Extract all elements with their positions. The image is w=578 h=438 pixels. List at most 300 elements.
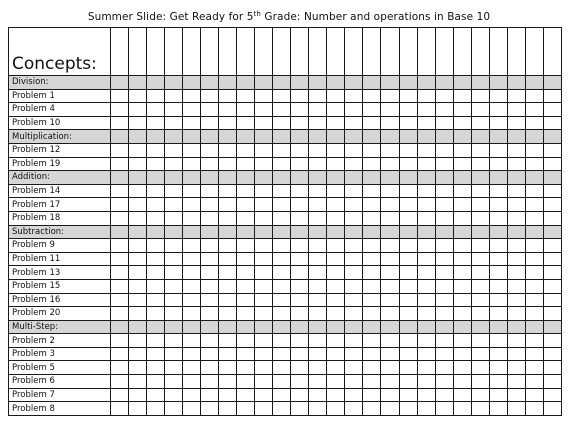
tracking-cell (399, 211, 417, 225)
tracking-cell (489, 361, 507, 375)
tracking-cell (309, 361, 327, 375)
tracking-cell (147, 239, 165, 253)
tracking-cell (453, 76, 471, 90)
tracking-cell (291, 402, 309, 416)
tracking-cell (165, 347, 183, 361)
tracking-cell (507, 252, 525, 266)
tracking-cell (489, 293, 507, 307)
tracking-cell (399, 76, 417, 90)
tracking-cell (309, 171, 327, 185)
tracking-cell (507, 198, 525, 212)
tracking-cell (471, 211, 489, 225)
tracking-cell (345, 76, 363, 90)
tracking-cell (453, 157, 471, 171)
tracking-cell (507, 279, 525, 293)
tracking-cell (219, 307, 237, 321)
tracking-cell (417, 225, 435, 239)
tracking-cell (183, 293, 201, 307)
tracking-cell (453, 266, 471, 280)
tracking-cell (219, 252, 237, 266)
tracking-cell (309, 334, 327, 348)
problem-label: Problem 17 (9, 198, 111, 212)
concepts-tracking-table (8, 27, 562, 416)
tracking-cell (543, 307, 561, 321)
tracking-cell (399, 279, 417, 293)
tracking-cell (327, 89, 345, 103)
tracking-cell (273, 76, 291, 90)
tracking-cell (273, 225, 291, 239)
section-row (9, 225, 562, 239)
tracking-cell (543, 375, 561, 389)
tracking-cell (291, 211, 309, 225)
tracking-cell (453, 171, 471, 185)
tracking-cell (435, 266, 453, 280)
tracking-cell (327, 307, 345, 321)
tracking-cell (201, 184, 219, 198)
tracking-cell (327, 388, 345, 402)
tracking-cell (183, 388, 201, 402)
tracking-cell (543, 320, 561, 334)
tracking-cell (489, 402, 507, 416)
tracking-cell (507, 116, 525, 130)
tracking-cell (345, 225, 363, 239)
tracking-cell (525, 143, 543, 157)
tracking-cell (111, 239, 129, 253)
tracking-cell (471, 198, 489, 212)
tracking-cell (129, 361, 147, 375)
tracking-cell (345, 239, 363, 253)
section-row (9, 171, 562, 185)
tracking-cell (489, 225, 507, 239)
tracking-cell (525, 334, 543, 348)
tracking-cell (273, 157, 291, 171)
tracking-cell (147, 130, 165, 144)
tracking-cell (309, 402, 327, 416)
tracking-cell (507, 307, 525, 321)
tracking-cell (327, 266, 345, 280)
table-header-row (9, 28, 562, 76)
tracking-cell (417, 184, 435, 198)
tracking-cell (471, 334, 489, 348)
tracking-cell (147, 252, 165, 266)
tracking-cell (183, 211, 201, 225)
section-row (9, 76, 562, 90)
tracking-cell (399, 184, 417, 198)
tracking-cell (165, 266, 183, 280)
tracking-cell (363, 252, 381, 266)
tracking-cell (363, 116, 381, 130)
tracking-cell (273, 266, 291, 280)
tracking-cell (507, 334, 525, 348)
tracking-cell (489, 198, 507, 212)
tracking-cell (219, 320, 237, 334)
tracking-cell (147, 89, 165, 103)
tracking-cell (471, 225, 489, 239)
tracking-cell (129, 211, 147, 225)
tracking-cell (237, 375, 255, 389)
tracking-cell (543, 171, 561, 185)
tracking-cell (399, 103, 417, 117)
tracking-cell (165, 279, 183, 293)
tracking-cell (417, 89, 435, 103)
tracking-cell (255, 347, 273, 361)
tracking-cell (453, 89, 471, 103)
tracking-cell (363, 375, 381, 389)
tracking-cell (453, 293, 471, 307)
tracking-cell (525, 347, 543, 361)
problem-label: Problem 2 (9, 334, 111, 348)
tracking-cell (399, 171, 417, 185)
tracking-cell (345, 184, 363, 198)
tracking-cell (255, 184, 273, 198)
tracking-cell (543, 361, 561, 375)
tracking-cell (129, 89, 147, 103)
tracking-cell (291, 347, 309, 361)
tracking-cell (255, 89, 273, 103)
tracking-cell (471, 116, 489, 130)
tracking-cell (129, 347, 147, 361)
tracking-cell (399, 28, 417, 76)
tracking-cell (201, 388, 219, 402)
tracking-cell (525, 211, 543, 225)
tracking-cell (165, 307, 183, 321)
tracking-cell (147, 143, 165, 157)
tracking-cell (399, 89, 417, 103)
tracking-cell (381, 266, 399, 280)
tracking-cell (489, 375, 507, 389)
tracking-cell (327, 198, 345, 212)
tracking-cell (399, 266, 417, 280)
tracking-cell (219, 157, 237, 171)
tracking-cell (525, 198, 543, 212)
tracking-cell (255, 28, 273, 76)
tracking-cell (309, 184, 327, 198)
problem-row (9, 184, 562, 198)
tracking-cell (237, 211, 255, 225)
tracking-cell (417, 375, 435, 389)
tracking-cell (291, 143, 309, 157)
tracking-cell (255, 402, 273, 416)
tracking-cell (273, 103, 291, 117)
tracking-cell (381, 28, 399, 76)
tracking-cell (453, 116, 471, 130)
tracking-cell (363, 320, 381, 334)
tracking-cell (435, 361, 453, 375)
tracking-cell (147, 184, 165, 198)
tracking-cell (183, 89, 201, 103)
tracking-cell (201, 116, 219, 130)
tracking-cell (219, 279, 237, 293)
tracking-cell (471, 171, 489, 185)
tracking-cell (147, 361, 165, 375)
tracking-cell (291, 279, 309, 293)
tracking-cell (399, 334, 417, 348)
tracking-cell (291, 334, 309, 348)
problem-label: Problem 19 (9, 157, 111, 171)
problem-label: Problem 9 (9, 239, 111, 253)
tracking-cell (507, 361, 525, 375)
tracking-cell (183, 171, 201, 185)
tracking-cell (345, 375, 363, 389)
tracking-cell (165, 28, 183, 76)
tracking-cell (255, 266, 273, 280)
tracking-cell (327, 143, 345, 157)
tracking-cell (327, 347, 345, 361)
tracking-cell (489, 252, 507, 266)
tracking-cell (309, 157, 327, 171)
tracking-cell (129, 184, 147, 198)
tracking-cell (453, 225, 471, 239)
tracking-cell (525, 225, 543, 239)
tracking-cell (327, 184, 345, 198)
tracking-cell (453, 211, 471, 225)
title-prefix: Summer Slide: Get Ready for 5 (87, 11, 254, 23)
tracking-cell (525, 361, 543, 375)
tracking-cell (165, 334, 183, 348)
tracking-cell (129, 28, 147, 76)
tracking-cell (381, 239, 399, 253)
tracking-cell (219, 143, 237, 157)
tracking-cell (165, 361, 183, 375)
tracking-cell (507, 130, 525, 144)
tracking-cell (507, 388, 525, 402)
problem-row (9, 402, 562, 416)
tracking-cell (417, 239, 435, 253)
tracking-cell (381, 184, 399, 198)
problem-label: Problem 13 (9, 266, 111, 280)
problem-label: Problem 14 (9, 184, 111, 198)
tracking-cell (183, 157, 201, 171)
tracking-cell (147, 211, 165, 225)
tracking-cell (417, 334, 435, 348)
tracking-cell (291, 239, 309, 253)
tracking-cell (507, 211, 525, 225)
tracking-cell (417, 388, 435, 402)
tracking-cell (543, 252, 561, 266)
tracking-cell (273, 143, 291, 157)
tracking-cell (129, 307, 147, 321)
tracking-cell (147, 28, 165, 76)
tracking-cell (183, 279, 201, 293)
tracking-cell (525, 130, 543, 144)
section-label: Division: (9, 76, 111, 90)
tracking-cell (255, 143, 273, 157)
tracking-cell (291, 171, 309, 185)
tracking-cell (417, 211, 435, 225)
tracking-cell (345, 307, 363, 321)
tracking-cell (129, 130, 147, 144)
tracking-cell (417, 293, 435, 307)
tracking-cell (219, 171, 237, 185)
tracking-cell (525, 28, 543, 76)
tracking-cell (309, 116, 327, 130)
tracking-cell (507, 293, 525, 307)
tracking-cell (111, 361, 129, 375)
tracking-cell (237, 103, 255, 117)
tracking-cell (525, 89, 543, 103)
tracking-cell (525, 279, 543, 293)
tracking-cell (327, 334, 345, 348)
tracking-cell (291, 225, 309, 239)
tracking-cell (363, 76, 381, 90)
tracking-cell (489, 334, 507, 348)
tracking-cell (543, 239, 561, 253)
tracking-cell (543, 402, 561, 416)
tracking-cell (417, 198, 435, 212)
tracking-cell (309, 375, 327, 389)
tracking-cell (435, 388, 453, 402)
section-label: Multiplication: (9, 130, 111, 144)
tracking-cell (327, 157, 345, 171)
tracking-cell (471, 28, 489, 76)
tracking-cell (165, 252, 183, 266)
tracking-cell (165, 130, 183, 144)
tracking-cell (165, 239, 183, 253)
tracking-cell (129, 225, 147, 239)
tracking-cell (147, 320, 165, 334)
tracking-cell (363, 225, 381, 239)
tracking-cell (453, 103, 471, 117)
tracking-cell (273, 347, 291, 361)
tracking-cell (363, 266, 381, 280)
tracking-cell (183, 184, 201, 198)
tracking-cell (147, 307, 165, 321)
tracking-cell (489, 388, 507, 402)
tracking-cell (111, 171, 129, 185)
tracking-cell (345, 266, 363, 280)
tracking-cell (363, 307, 381, 321)
tracking-cell (543, 103, 561, 117)
tracking-cell (471, 388, 489, 402)
tracking-cell (525, 116, 543, 130)
tracking-cell (147, 266, 165, 280)
problem-label: Problem 6 (9, 375, 111, 389)
tracking-cell (273, 334, 291, 348)
tracking-cell (309, 252, 327, 266)
tracking-cell (111, 347, 129, 361)
tracking-cell (507, 320, 525, 334)
tracking-cell (219, 184, 237, 198)
tracking-cell (129, 402, 147, 416)
tracking-cell (129, 252, 147, 266)
title-superscript: th (253, 10, 261, 18)
tracking-cell (291, 89, 309, 103)
tracking-cell (129, 116, 147, 130)
tracking-cell (219, 266, 237, 280)
tracking-cell (237, 307, 255, 321)
tracking-cell (453, 347, 471, 361)
tracking-cell (381, 279, 399, 293)
tracking-cell (363, 103, 381, 117)
tracking-cell (453, 28, 471, 76)
tracking-cell (489, 157, 507, 171)
tracking-cell (471, 307, 489, 321)
tracking-cell (399, 252, 417, 266)
tracking-cell (111, 157, 129, 171)
tracking-cell (435, 402, 453, 416)
tracking-cell (111, 307, 129, 321)
tracking-cell (489, 279, 507, 293)
tracking-cell (417, 320, 435, 334)
tracking-cell (201, 76, 219, 90)
tracking-cell (417, 252, 435, 266)
problem-row (9, 239, 562, 253)
tracking-cell (399, 402, 417, 416)
tracking-cell (219, 239, 237, 253)
tracking-cell (201, 347, 219, 361)
tracking-cell (417, 157, 435, 171)
tracking-cell (273, 293, 291, 307)
tracking-cell (273, 388, 291, 402)
tracking-cell (201, 130, 219, 144)
tracking-cell (525, 266, 543, 280)
tracking-cell (417, 76, 435, 90)
tracking-cell (381, 171, 399, 185)
tracking-cell (237, 28, 255, 76)
tracking-cell (219, 198, 237, 212)
tracking-cell (327, 320, 345, 334)
tracking-cell (399, 347, 417, 361)
tracking-cell (345, 211, 363, 225)
tracking-cell (525, 184, 543, 198)
tracking-cell (237, 252, 255, 266)
tracking-cell (471, 103, 489, 117)
problem-label: Problem 18 (9, 211, 111, 225)
tracking-cell (453, 388, 471, 402)
tracking-cell (237, 293, 255, 307)
tracking-cell (381, 211, 399, 225)
tracking-cell (201, 375, 219, 389)
tracking-cell (453, 198, 471, 212)
tracking-cell (255, 130, 273, 144)
tracking-cell (273, 375, 291, 389)
tracking-cell (273, 130, 291, 144)
tracking-cell (381, 116, 399, 130)
tracking-cell (345, 89, 363, 103)
tracking-cell (291, 361, 309, 375)
tracking-cell (381, 388, 399, 402)
tracking-cell (525, 171, 543, 185)
tracking-cell (399, 320, 417, 334)
tracking-cell (255, 293, 273, 307)
tracking-cell (471, 252, 489, 266)
tracking-cell (111, 103, 129, 117)
tracking-cell (489, 130, 507, 144)
problem-label: Problem 3 (9, 347, 111, 361)
tracking-cell (507, 103, 525, 117)
tracking-cell (525, 388, 543, 402)
tracking-cell (201, 28, 219, 76)
tracking-cell (147, 388, 165, 402)
tracking-cell (273, 28, 291, 76)
tracking-cell (129, 239, 147, 253)
tracking-cell (291, 252, 309, 266)
tracking-cell (201, 143, 219, 157)
problem-label: Problem 11 (9, 252, 111, 266)
tracking-cell (183, 307, 201, 321)
tracking-cell (255, 225, 273, 239)
tracking-cell (129, 279, 147, 293)
tracking-cell (525, 307, 543, 321)
tracking-cell (129, 103, 147, 117)
tracking-cell (291, 130, 309, 144)
tracking-cell (453, 239, 471, 253)
tracking-cell (507, 143, 525, 157)
tracking-cell (489, 320, 507, 334)
tracking-cell (543, 293, 561, 307)
tracking-cell (525, 320, 543, 334)
tracking-cell (507, 171, 525, 185)
